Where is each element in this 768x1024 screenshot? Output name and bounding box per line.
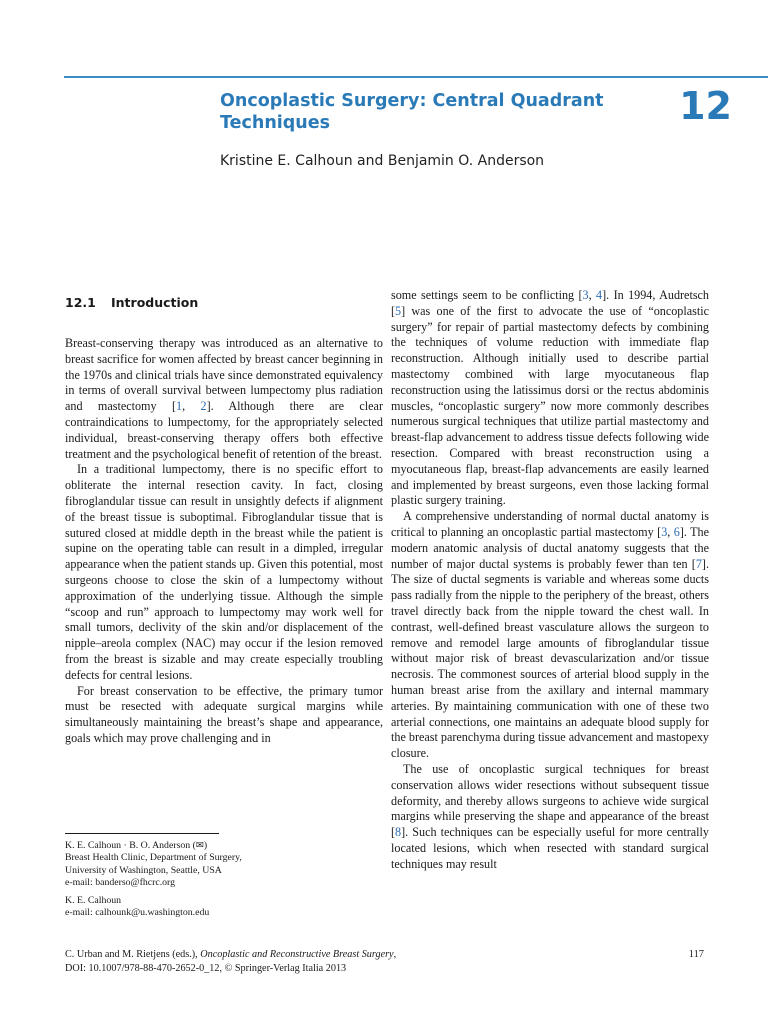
chapter-authors: Kristine E. Calhoun and Benjamin O. Anderson <box>220 153 545 169</box>
paragraph <box>391 509 709 762</box>
doi-line: DOI: 10.1007/978-88-470-2652-0_12, © Springer-Verlag Italia 2013 <box>65 962 347 974</box>
citation-link[interactable]: 3 <box>661 524 668 539</box>
paragraph <box>391 288 709 509</box>
page-number: 117 <box>688 949 704 960</box>
chapter-number: 12 <box>679 84 732 128</box>
author-footnote <box>65 833 365 920</box>
text-run: , <box>667 524 674 539</box>
footnote-rule <box>65 833 219 834</box>
text-run: ]. Such techniques can be especially useful for more centrally located lesions, which when resected with standard surgical techniques may result <box>391 825 709 871</box>
paragraph <box>65 336 383 462</box>
paragraph: In a traditional lumpectomy, there is no specific effort to obliterate the internal resection cavity. In fact, closing fibroglandular tissue can result in unsightly defects if alignment of the breast tissue is suboptimal. Fibroglandular tissue that is sutured closed at middle depth in the breast while the patient is supine on the operating table can result in a dimpled, irregular appearance when the patient stands up. Given this potential, most surgeons choose to close the skin of a lumpectomy without approximation of the underlying tissue. Although the simple “scoop and run” approach to lumpectomy may work well for small tumors, declivity of the skin and/or displacement of the nipple–areola complex (NAC) may occur if the lesion removed from the breast is sizable and may create especially troubling defects for central lesions. <box>65 462 383 682</box>
footnote-affiliation: Breast Health Clinic, Department of Surgery, <box>65 852 242 864</box>
section-number: 12.1 <box>65 295 96 310</box>
paragraph <box>391 762 709 873</box>
book-title: Oncoplastic and Reconstructive Breast Surgery <box>200 949 394 960</box>
citation-link[interactable]: 4 <box>596 288 603 302</box>
citation-link[interactable]: 8 <box>395 825 402 840</box>
text-run: ] was one of the first to advocate the use of “oncoplastic surgery” for repair of partial mastectomy defects by combining the techniques of volume reduction with immediate flap reconstruction. Although initially used to describe partial mastectomy combined with large myocutaneous flap reconstruction using the latissimus dorsi or the rectus abdominis muscles, “oncoplastic surgery” now more commonly describes numerous surgical techniques that utilize partial mastectomy and breast-flap advancement to address tissue defects following wide resection. Compared with breast reconstruction using a myocutaneous flap, breast-flap advancements are easily learned and implemented by breast surgeons, even those lacking formal plastic surgery training. <box>391 303 709 508</box>
section-title: Introduction <box>111 295 199 310</box>
footnote-email[interactable]: e-mail: banderso@fhcrc.org <box>65 876 176 888</box>
left-column <box>65 288 383 747</box>
citation-link[interactable]: 1 <box>175 399 183 414</box>
text-run: C. Urban and M. Rietjens (eds.), <box>65 949 201 960</box>
text-run: ]. The size of ductal segments is variable and whereas some ducts pass radially from the nipple to the periphery of the breast, others travel directly back from the nipple toward the chest wall. In contrast, well-defined breast vasculature allows the surgeon to remove and remodel large amounts of fibroglandular tissue without major risk of breast devascularization and/or tissue necrosis. The commonest sources of arterial blood supply in the human breast arise from the axillary and internal mammary arteries. By maintaining communication with one of these two arterial connections, one maintains an adequate blood supply for the breast parenchyma during tissue advancement and mastopexy closure. <box>391 556 709 761</box>
section-heading <box>65 294 383 312</box>
book-citation <box>65 948 705 962</box>
footnote-author: K. E. Calhoun <box>65 895 122 907</box>
text-run: , <box>182 399 201 414</box>
chapter-title-line-1: Oncoplastic Surgery: Central Quadrant <box>220 91 604 111</box>
page-footer <box>65 948 705 975</box>
text-run: The use of oncoplastic surgical techniques for breast conservation allows wider resections without subsequent tissue deformity, and thereby allows surgeons to achieve wide surgical margins while preserving the shape and appearance of the breast [ <box>391 761 709 840</box>
chapter-title <box>220 90 660 134</box>
text-run: , <box>393 949 397 960</box>
paragraph: For breast conservation to be effective, the primary tumor must be resected with adequate surgical margins while simultaneously maintaining the breast’s shape and appearance, goals which may prove challenging and in <box>65 683 383 745</box>
citation-link[interactable]: 2 <box>200 399 207 414</box>
text-run: ]. Although there are clear contraindications to lumpectomy, for the appropriately selected individual, breast-conserving therapy offers both effective treatment and the psychological benefit of retention of the breast. <box>65 399 383 461</box>
right-column <box>391 288 709 872</box>
citation-link[interactable]: 5 <box>395 303 402 318</box>
citation-link[interactable]: 7 <box>695 556 702 571</box>
text-run: , <box>588 288 597 302</box>
footnote-authors <box>65 840 365 852</box>
text-run: Breast-conserving therapy was introduced as an alternative to breast sacrifice for women affected by breast cancer beginning in the 1970s and clinical trials have since demonstrated equivalency in terms of overall survival between lumpectomy plus radiation and mastectomy [ <box>65 336 383 414</box>
text-run: K. E. Calhoun · B. O. Anderson ( <box>65 840 196 851</box>
citation-link[interactable]: 6 <box>673 524 680 539</box>
citation-link[interactable]: 3 <box>582 288 589 302</box>
header-rule <box>64 76 768 78</box>
text-run: ]. The modern anatomic analysis of ductal anatomy suggests that the number of major ductal systems is probably fewer than ten [ <box>391 524 710 571</box>
chapter-title-line-2: Techniques <box>220 113 331 133</box>
footnote-email[interactable]: e-mail: calhounk@u.washington.edu <box>65 907 210 919</box>
envelope-icon: ✉ <box>195 841 204 851</box>
text-run: ) <box>203 840 208 851</box>
text-run: ]. In 1994, Audretsch [ <box>391 288 709 318</box>
footnote-affiliation: University of Washington, Seattle, USA <box>65 864 222 876</box>
text-run: some settings seem to be conflicting [ <box>391 288 583 302</box>
text-run: A comprehensive understanding of normal ductal anatomy is critical to planning an oncoplastic partial mastectomy [ <box>391 509 709 539</box>
